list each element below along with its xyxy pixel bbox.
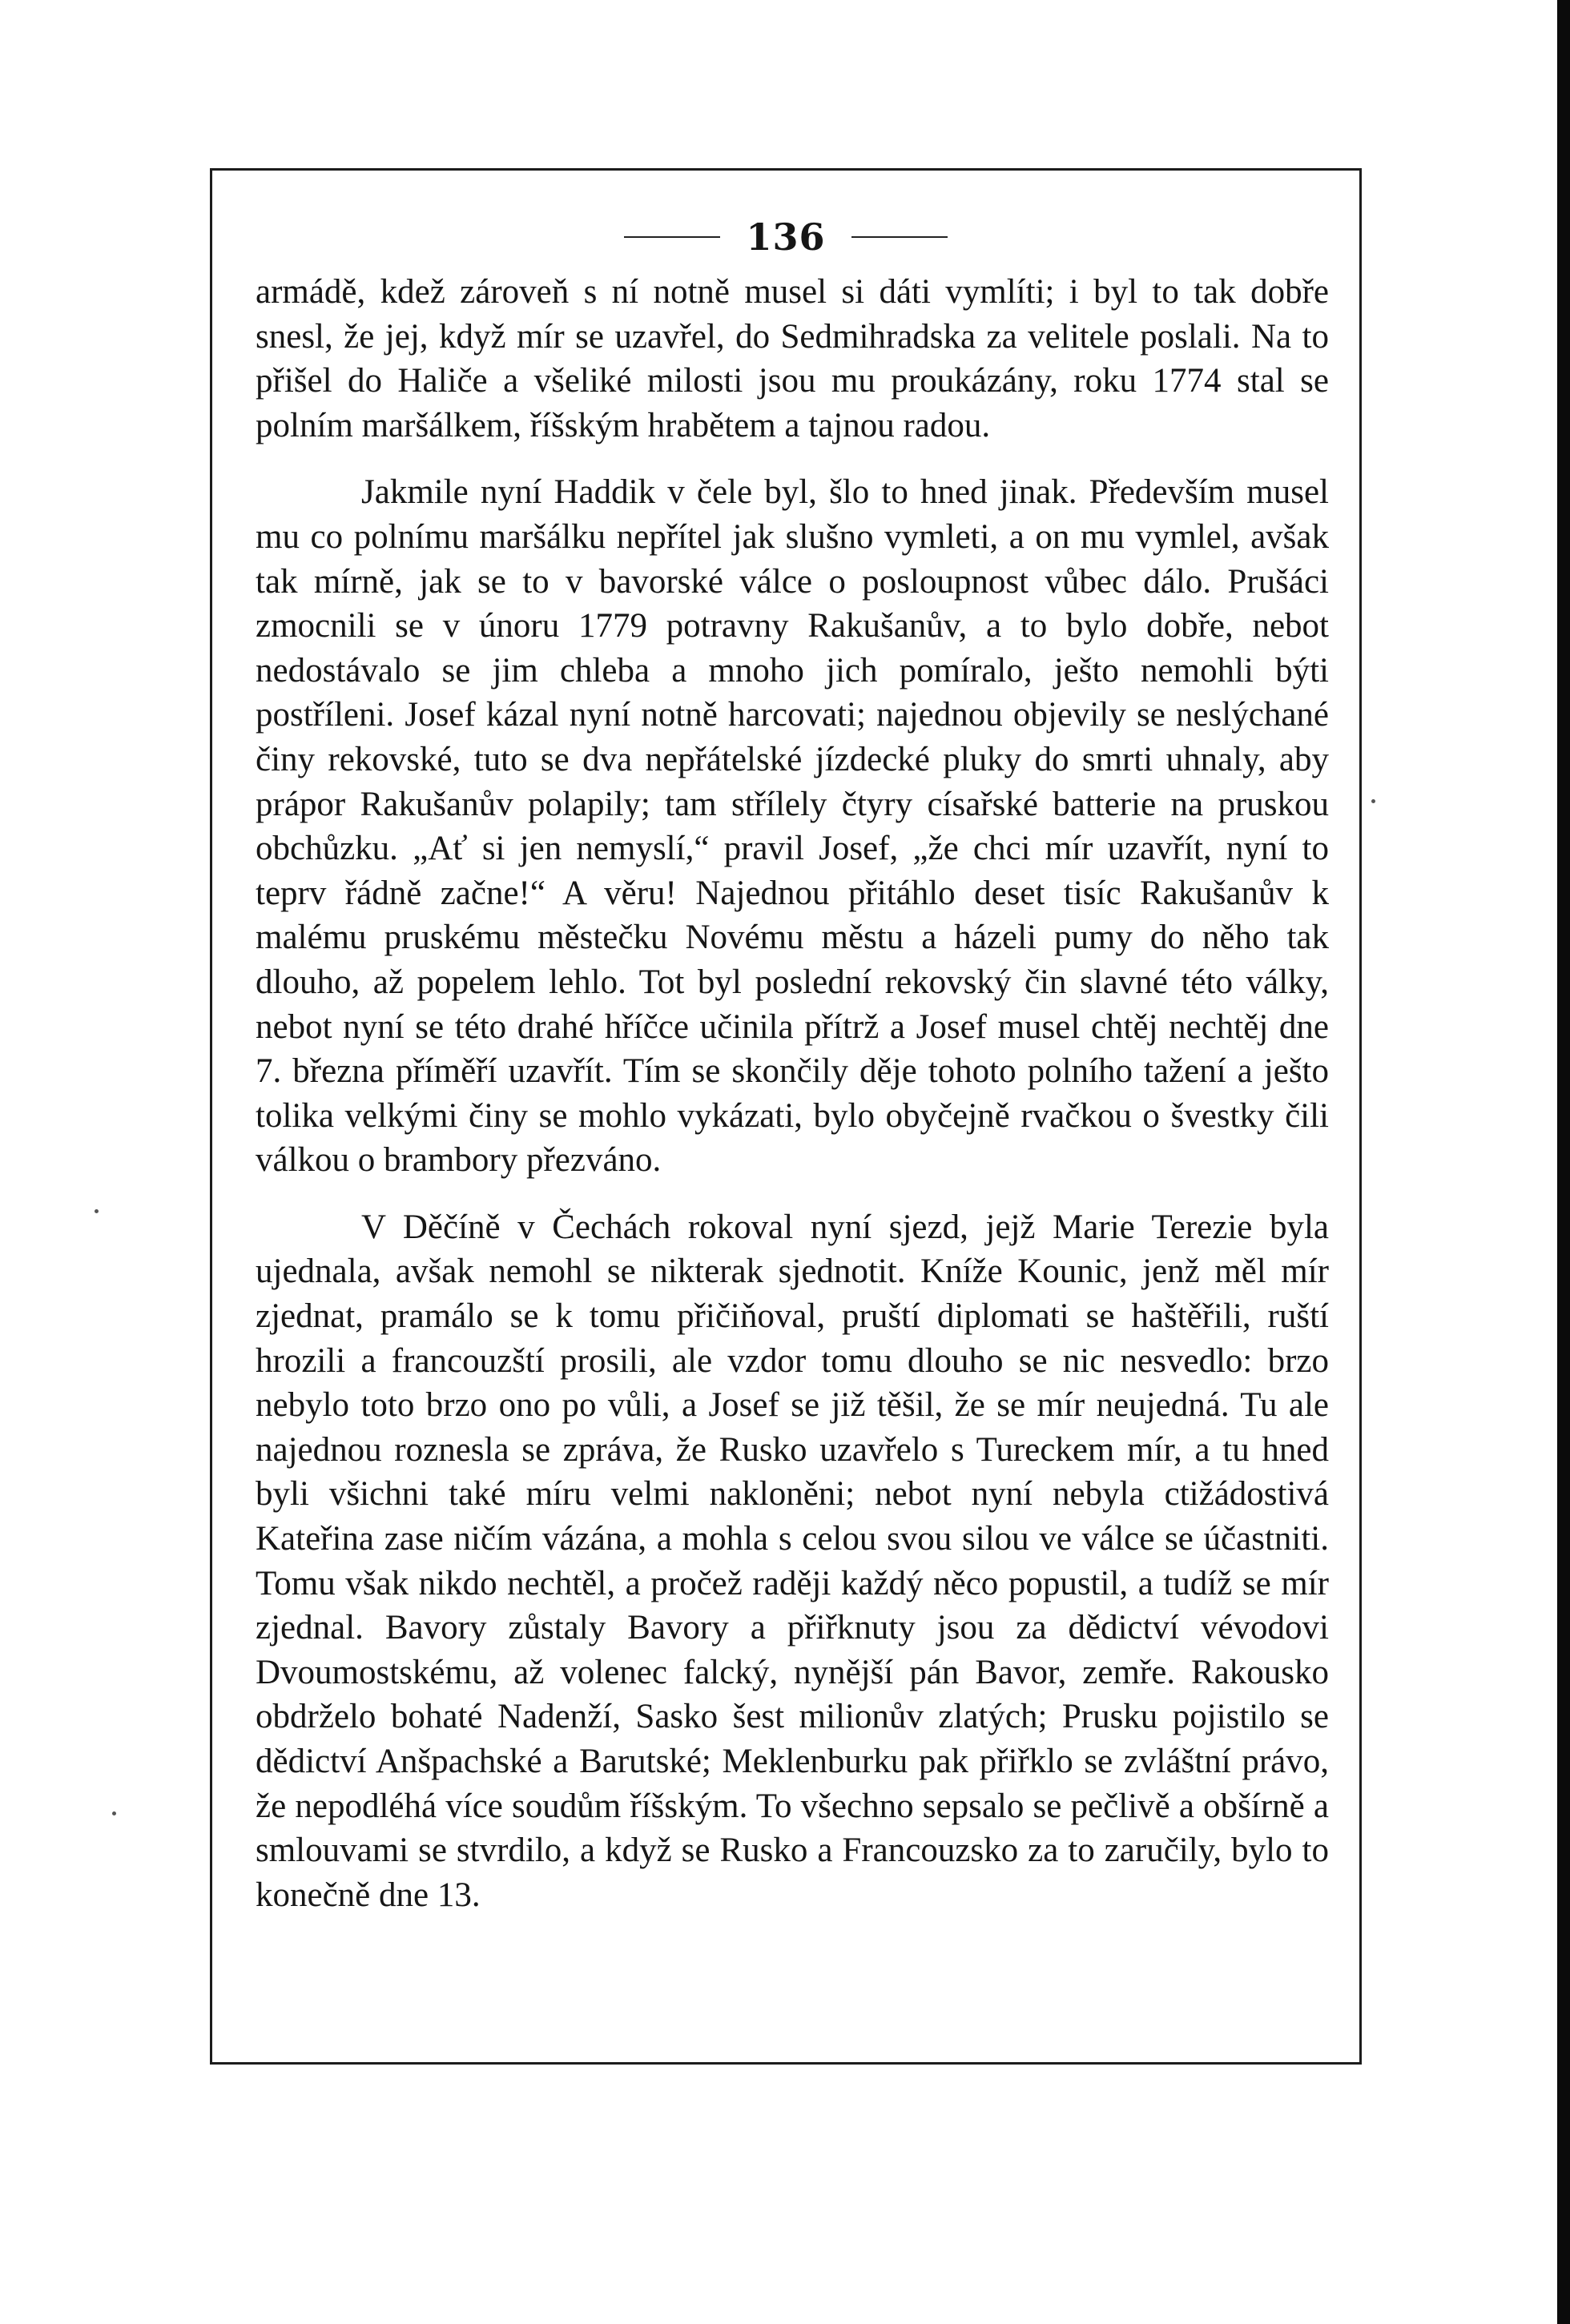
header-rule-left [624, 236, 720, 238]
paragraph: Jakmile nyní Haddik v čele byl, šlo to hned jinak. Především musel mu co polnímu maršálku nepřítel jak slušno vymleti, a on mu vymlel, avšak tak mírně, jak se to v bavorské válce o posloupnost vůbec dálo. Prušáci zmocnili se v únoru 1779 potravny Rakušanův, a to bylo dobře, nebot nedostávalo se jim chleba a mnoho jich pomíralo, ješto nemohli býti postříleni. Josef kázal nyní notně harcovati; najednou objevily se neslýchané činy rekovské, tuto se dva nepřátelské jízdecké pluky do smrti uhnaly, aby prápor Rakušanův polapily; tam střílely čtyry císařské batterie na pruskou obchůzku. „Ať si jen nemyslí,“ pravil Josef, „že chci mír uzavřít, nyní to teprv řádně začne!“ A věru! Najednou přitáhlo deset tisíc Rakušanův k malému pruskému městečku Novému městu a házeli pumy do něho tak dlouho, až popelem lehlo. Tot byl poslední rekovský čin slavné této války, nebot nyní se této drahé hříčce učinila přítrž a Josef musel chtěj nechtěj dne 7. března příměří uzavřít. Tím se skončily děje tohoto polního tažení a ješto tolika velkými činy se mohlo vykázati, bylo obyčejně rvačkou o švestky čili válkou o brambory přezváno. [256, 473, 1329, 1180]
scan-speck [1371, 799, 1375, 803]
header-rule-right [851, 236, 948, 238]
scan-speck [112, 1811, 116, 1815]
paragraph: V Děčíně v Čechách rokoval nyní sjezd, jejž Marie Terezie byla ujednala, avšak nemohl se nikterak sjednotit. Kníže Kounic, jenž měl mír zjednat, pramálo se k tomu přičiňoval, pruští diplomati se haštěřili, ruští hrozili a francouzští prosili, ale vzdor tomu dlouho se nic nesvedlo: brzo nebylo toto brzo ono po vůli, a Josef se již těšil, že se mír neujedná. Tu ale najednou roznesla se zpráva, že Rusko uzavřelo s Tureckem mír, a tu hned byli všichni také míru velmi nakloněni; nebot nyní nebyla ctižádostivá Kateřina zase ničím vázána, a mohla s celou svou silou ve válce se účastniti. Tomu však nikdo nechtěl, a pročež raději každý něco popustil, a tudíž se mír zjednal. Bavory zůstaly Bavory a přiřknuty jsou za dědictví vévodovi Dvoumostskému, až volenec falcký, nynější pán Bavor, zemře. Rakousko obdrželo bohaté Nadenží, Sasko šest milionův zlatých; Prusku pojistilo se dědictví Anšpachské a Barutské; Meklenburku pak přiřklo se zvláštní právo, že nepodléhá více soudům říšským. To všechno sepsalo se pečlivě a obšírně a smlouvami se stvrdilo, a když se Rusko a Francouzsko za to zaručily, bylo to konečně dne 13. [256, 1208, 1329, 1914]
scan-edge [1557, 0, 1570, 2324]
body-text [256, 270, 1329, 1917]
paragraph: armádě, kdež zároveň s ní notně musel si dáti vymlíti; i byl to tak dobře snesl, že jej, když mír se uzavřel, do Sedmihradska za velitele poslali. Na to přišel do Haliče a všeliké milosti jsou mu proukázány, roku 1774 stal se polním maršálkem, říšským hrabětem a tajnou radou. [256, 273, 1329, 444]
page-frame [210, 168, 1362, 2065]
page-number: 136 [746, 215, 826, 259]
scan-speck [95, 1209, 99, 1213]
page-header [212, 209, 1359, 265]
